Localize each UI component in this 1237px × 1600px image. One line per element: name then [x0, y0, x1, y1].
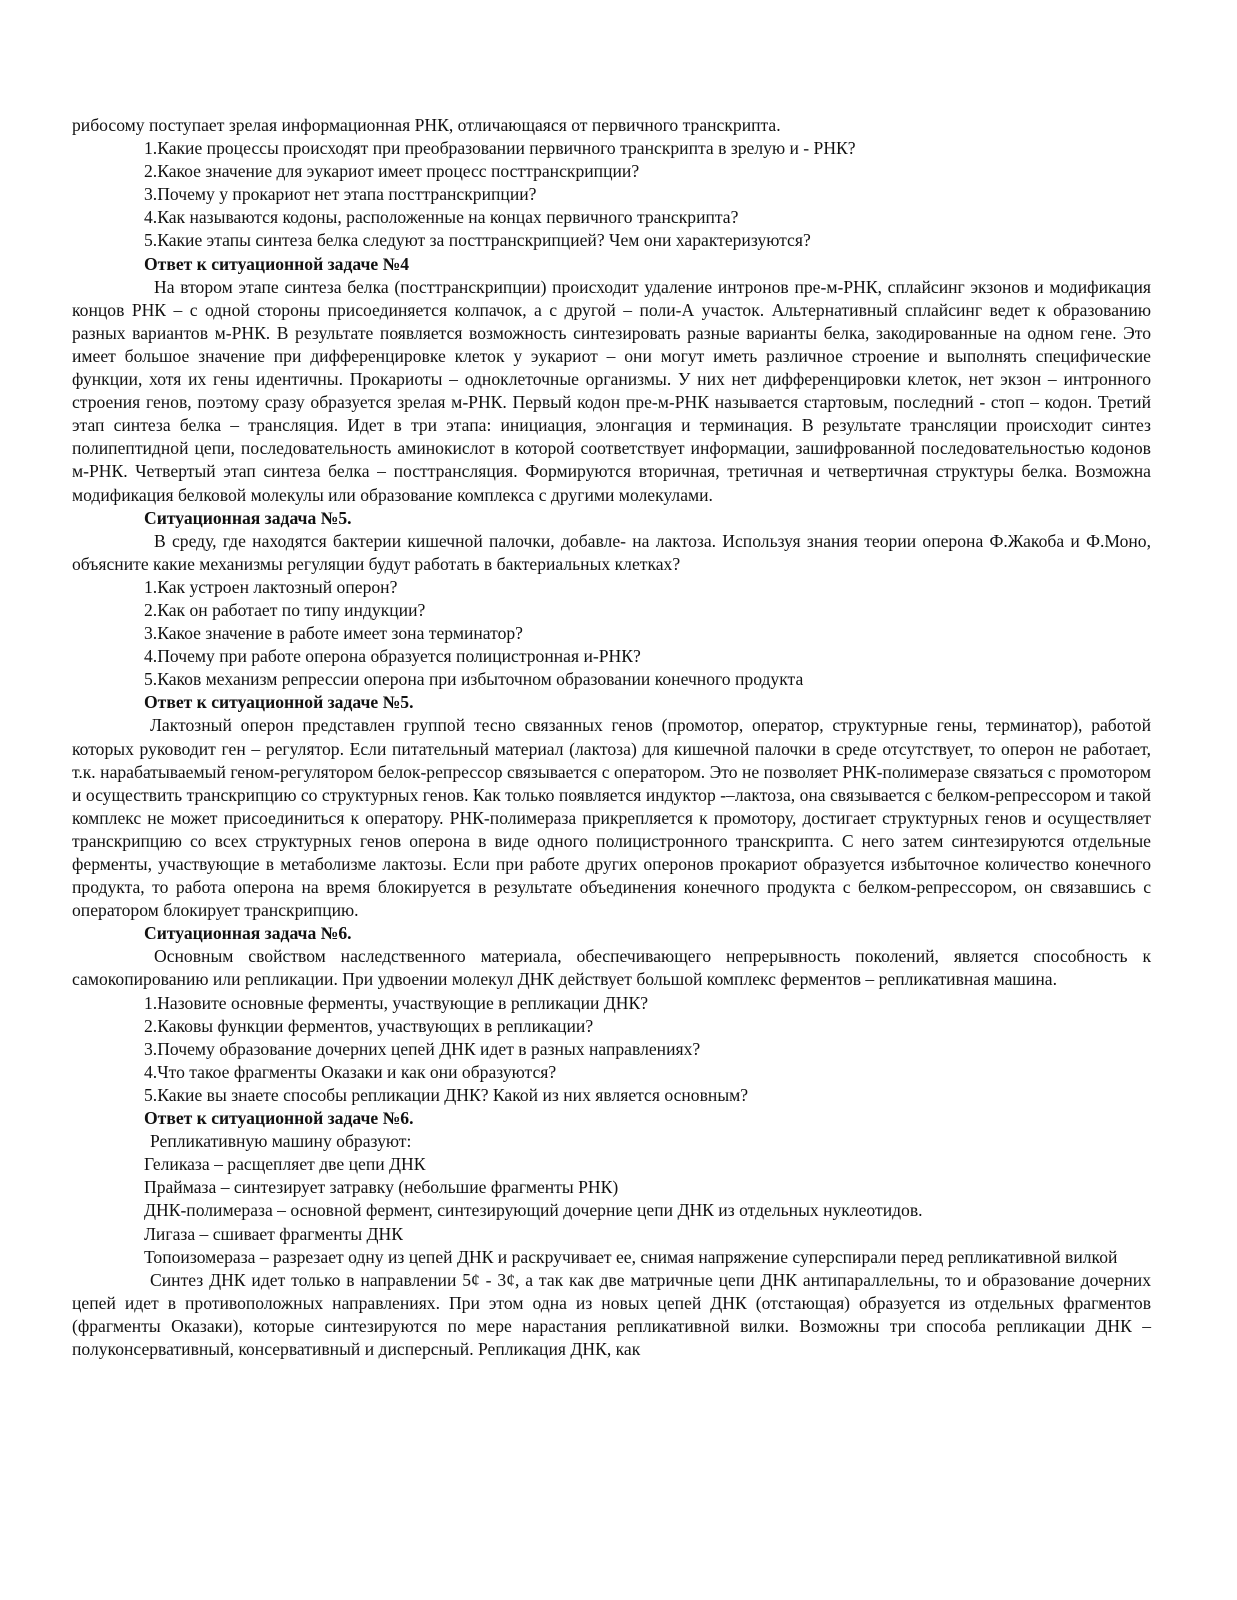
answer6-intro: Репликативную машину образуют: [150, 1131, 412, 1152]
answer6-heading: Ответ к ситуационной задаче №6. [144, 1108, 414, 1129]
list-item: 5.Каков механизм репрессии оперона при избыточном образовании конечного продукта [144, 669, 804, 690]
task4-questions [72, 137, 1151, 252]
list-item: Геликаза – расщепляет две цепи ДНК [144, 1154, 426, 1175]
task6-heading: Ситуационная задача №6. [144, 923, 352, 944]
enzyme-list [72, 1153, 1151, 1245]
list-item: 3.Какое значение в работе имеет зона терминатор? [144, 623, 523, 644]
answer4-heading: Ответ к ситуационной задаче №4 [144, 253, 410, 274]
list-item: 5.Какие этапы синтеза белка следуют за посттранскрипцией? Чем они характеризуются? [144, 230, 811, 251]
task5-heading: Ситуационная задача №5. [144, 507, 352, 528]
list-item: 2.Какое значение для эукариот имеет процесс посттранскрипции? [144, 161, 640, 182]
answer4-text: На втором этапе синтеза белка (посттранскрипции) происходит удаление интронов пре-м-РНК, сплайсинг экзонов и модификация концов РНК – с одной стороны присоединяется колпачок, а с другой – поли-А участок. Альтернативный сплайсинг ведет к образованию разных вариантов м-РНК. В результате появляется возможность синтезировать разные варианты белка, закодированные на одном гене. Это имеет большое значение при дифференцировке клеток у эукариот – они могут иметь различное строение и выполнять специфические функции, хотя их гены идентичны. Прокариоты – одноклеточные организмы. У них нет дифференцировки клеток, нет экзон – интронного строения генов, поэтому сразу образуется зрелая м-РНК. Первый кодон пре-м-РНК называется стартовым, последний - стоп – кодон. Третий этап синтеза белка – трансляция. Идет в три этапа: инициация, элонгация и терминация. В результате трансляции происходит синтез полипептидной цепи, последовательность аминокислот в которой соответствует информации, зашифрованной последовательностью кодонов м-РНК. Четвертый этап синтеза белка – посттрансляция. Формируются вторичная, третичная и четвертичная структуры белка. Возможна модификация белковой молекулы или образование комплекса с другими молекулами. [72, 276, 1151, 505]
list-item: 4.Почему при работе оперона образуется полицистронная и-РНК? [144, 646, 641, 667]
list-item: 3.Почему у прокариот нет этапа посттранскрипции? [144, 184, 537, 205]
task5-questions [72, 576, 1151, 691]
answer5-text: Лактозный оперон представлен группой тесно связанных генов (промотор, оператор, структурные гены, терминатор), работой которых руководит ген – регулятор. Если питательный материал (лактоза) для кишечной палочки в среде отсутствует, то оперон не работает, т.к. нарабатываемый геном-регулятором белок-репрессор связывается с оператором. Это не позволяет РНК-полимеразе связаться с промотором и осуществить транскрипцию со структурных генов. Как только появляется индуктор -–лактоза, она связывается с белком-репрессором и такой комплекс не может присоединиться к оператору. РНК-полимераза прикрепляется к промотору, достигает структурных генов и осуществляет транскрипцию со всех структурных генов оперона в виде одного полицистронного транскрипта. С него затем синтезируются отдельные ферменты, участвующие в метаболизме лактозы. Если при работе других оперонов прокариот образуется избыточное количество конечного продукта, то работа оперона на время блокируется в результате объединения конечного продукта с белком-репрессором, он связавшись с оператором блокирует транскрипцию. [72, 715, 1151, 921]
topoisomerase-text: Топоизомераза – разрезает одну из цепей ДНК и раскручивает ее, снимая напряжение суперспирали перед репликативной вилкой [144, 1246, 1118, 1267]
list-item: Праймаза – синтезирует затравку (небольшие фрагменты РНК) [144, 1177, 619, 1198]
list-item: ДНК-полимераза – основной фермент, синтезирующий дочерние цепи ДНК из отдельных нуклеотидов. [144, 1200, 923, 1221]
task6-text: Основным свойством наследственного материала, обеспечивающего непрерывность поколений, является способность к самокопированию или репликации. При удвоении молекул ДНК действует большой комплекс ферментов – репликативная машина. [72, 946, 1151, 990]
list-item: 3.Почему образование дочерних цепей ДНК идет в разных направлениях? [144, 1038, 701, 1059]
list-item: 4.Что такое фрагменты Оказаки и как они образуются? [144, 1061, 557, 1082]
list-item: 4.Как называются кодоны, расположенные на концах первичного транскрипта? [144, 207, 739, 228]
list-item: 2.Каковы функции ферментов, участвующих в репликации? [144, 1015, 594, 1036]
answer5-heading: Ответ к ситуационной задаче №5. [144, 692, 414, 713]
list-item: 1.Назовите основные ферменты, участвующие в репликации ДНК? [144, 992, 649, 1013]
intro-tail: рибосому поступает зрелая информационная РНК, отличающаяся от первичного транскрипта. [72, 115, 781, 135]
list-item: 1.Какие процессы происходят при преобразовании первичного транскрипта в зрелую и - РНК? [144, 138, 856, 159]
list-item: 1.Как устроен лактозный оперон? [144, 576, 398, 597]
answer6-text: Синтез ДНК идет только в направлении 5¢ - 3¢, а так как две матричные цепи ДНК антипараллельны, то и образование дочерних цепей идет в противоположных направлениях. При этом одна из новых цепей ДНК (отстающая) образуется из отдельных фрагментов (фрагменты Оказаки), которые синтезируются по мере нарастания репликативной вилки. Возможны три способа репликации ДНК – полуконсервативный, консервативный и дисперсный. Репликация ДНК, как [72, 1269, 1151, 1359]
task6-questions [72, 992, 1151, 1107]
list-item: Лигаза – сшивает фрагменты ДНК [144, 1223, 403, 1244]
list-item: 5.Какие вы знаете способы репликации ДНК? Какой из них является основным? [144, 1084, 749, 1105]
list-item: 2.Как он работает по типу индукции? [144, 599, 426, 620]
task5-text: В среду, где находятся бактерии кишечной палочки, добавле- на лактоза. Используя знания теории оперона Ф.Жакоба и Ф.Моно, объясните какие механизмы регуляции будут работать в бактериальных клетках? [72, 530, 1151, 574]
